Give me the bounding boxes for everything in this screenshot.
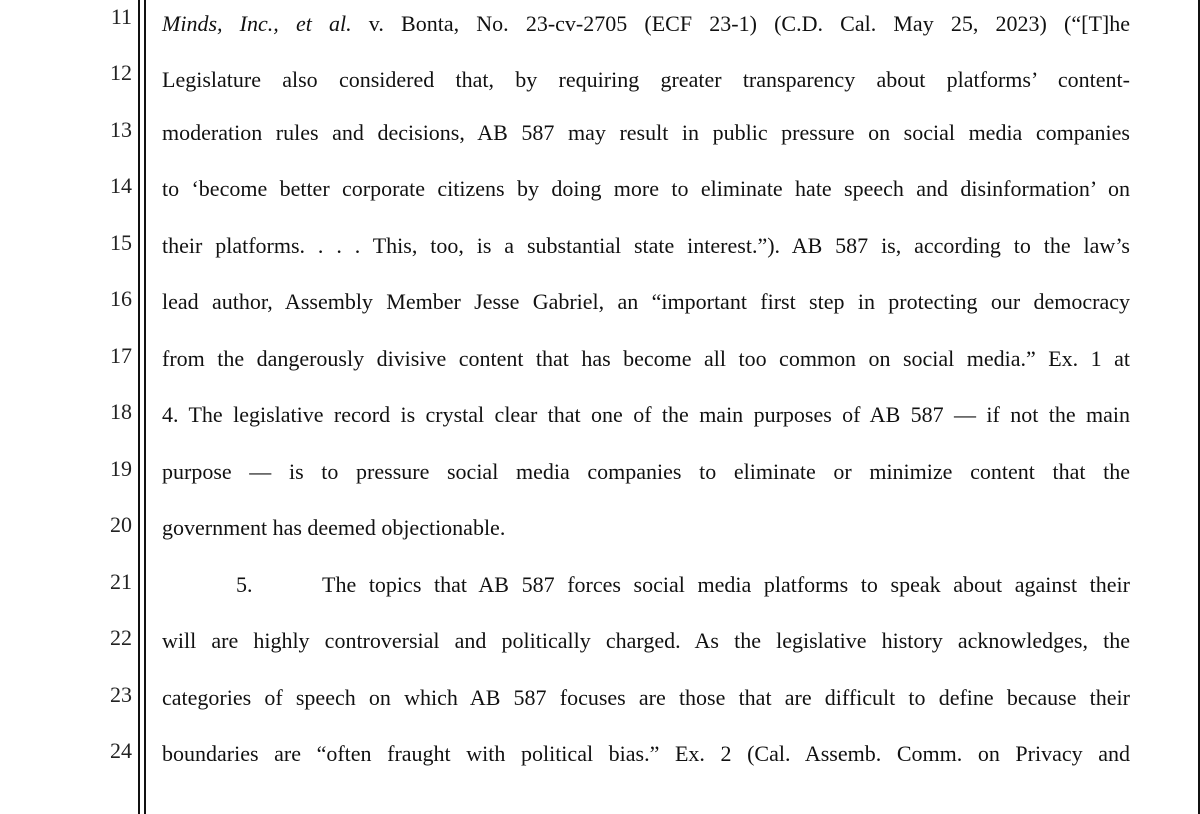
text-line-19: purpose — is to pressure social media companies to eliminate or minimize content that the [162, 459, 1130, 484]
text-line-12: Legislature also considered that, by requiring greater transparency about platforms’ content- [162, 67, 1130, 92]
line-number: 16 [110, 286, 132, 311]
text-line-14: to ‘become better corporate citizens by doing more to eliminate hate speech and disinformation’ on [162, 176, 1130, 201]
text-line-20: government has deemed objectionable. [162, 515, 506, 540]
text-line-22: will are highly controversial and politically charged. As the legislative history acknowledges, the [162, 628, 1130, 653]
text-line-21 [162, 570, 1130, 600]
line-number: 21 [110, 569, 132, 594]
left-margin-rule-inner [144, 0, 146, 814]
line-number: 15 [110, 230, 132, 255]
text-line-15: their platforms. . . . This, too, is a substantial state interest.”). AB 587 is, according to the law’s [162, 233, 1130, 258]
text-line-24: boundaries are “often fraught with political bias.” Ex. 2 (Cal. Assemb. Comm. on Privacy and [162, 741, 1130, 766]
text-line-11-rest: v. Bonta, No. 23-cv-2705 (ECF 23-1) (C.D. Cal. May 25, 2023) (“[T]he [351, 11, 1130, 36]
text-line-17: from the dangerously divisive content that has become all too common on social media.” Ex. 1 at [162, 346, 1130, 371]
text-line-11 [162, 9, 1130, 39]
line-number: 14 [110, 173, 132, 198]
paragraph-number: 5. [236, 572, 253, 597]
left-margin-rule [138, 0, 140, 814]
text-line-18: 4. The legislative record is crystal clear that one of the main purposes of AB 587 — if not the main [162, 402, 1130, 427]
case-name-italic: Minds, Inc., et al. [162, 11, 352, 36]
line-number: 20 [110, 512, 132, 537]
line-number: 11 [110, 4, 132, 29]
line-number: 22 [110, 625, 132, 650]
line-number: 13 [110, 117, 132, 142]
line-number: 18 [110, 399, 132, 424]
text-line-13: moderation rules and decisions, AB 587 may result in public pressure on social media companies [162, 120, 1130, 145]
line-number: 23 [110, 682, 132, 707]
line-number: 19 [110, 456, 132, 481]
text-line-21-text: The topics that AB 587 forces social media platforms to speak about against their [322, 572, 1130, 597]
text-line-16: lead author, Assembly Member Jesse Gabriel, an “important first step in protecting our democracy [162, 289, 1130, 314]
line-number: 17 [110, 343, 132, 368]
line-number: 12 [110, 60, 132, 85]
text-line-23: categories of speech on which AB 587 focuses are those that are difficult to define because their [162, 685, 1130, 710]
line-number: 24 [110, 738, 132, 763]
